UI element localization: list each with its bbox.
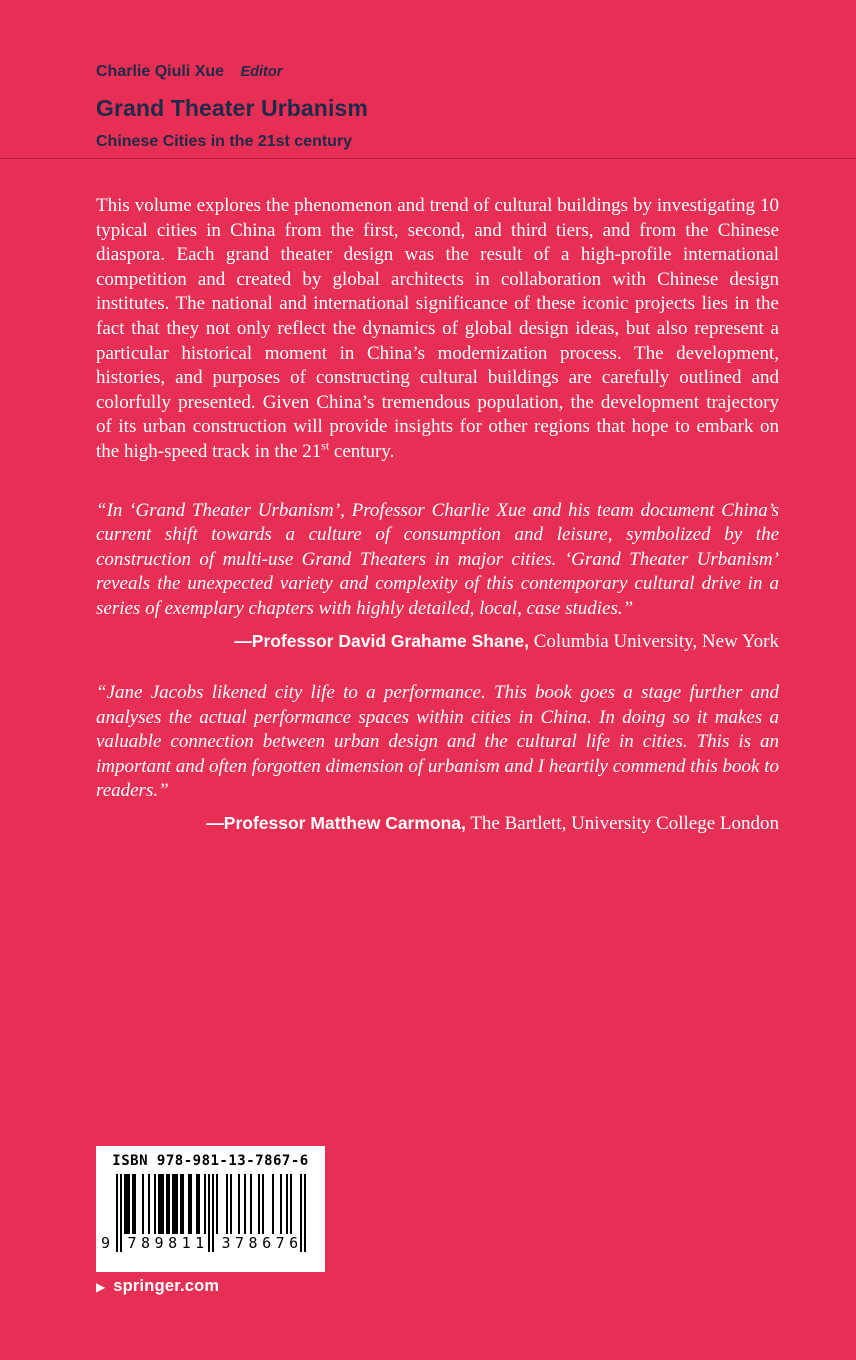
barcode-digit-first: 9: [101, 1234, 111, 1252]
barcode: [101, 1174, 306, 1252]
review-quote-1: “In ‘Grand Theater Urbanism’, Professor Charlie Xue and his team document China’s current shift towards a culture of consumption and leisure, symbolized by the construction of multi-use Grand Theaters in major cities. ‘Grand Theater Urbanism’ reveals the unexpected variety and complexity of this contemporary cultural drive in a series of exemplary chapters with highly detailed, local, case studies.”: [96, 499, 779, 619]
synopsis-end: century.: [329, 440, 395, 462]
barcode-digits-right: 378676: [221, 1234, 303, 1252]
reviewer-affiliation-1: Columbia University, New York: [529, 630, 779, 652]
barcode-digits-left: 789811: [127, 1234, 209, 1252]
cover-body: [96, 194, 779, 864]
author-line: [96, 62, 778, 82]
reviewer-name-1: —Professor David Grahame Shane,: [234, 630, 529, 651]
synopsis-text: This volume explores the phenomenon and trend of cultural buildings by investigating 10 typical cities in China from the first, second, and third tiers, and from the Chinese diaspora. Each grand theater design was the result of a high-profile international competition and created by global architects in collaboration with Chinese design institutes. The national and international significance of these iconic projects lies in the fact that they not only reflect the dynamics of global design ideas, but also represent a particular historical moment in China’s modernization process. The development, histories, and purposes of constructing cultural buildings are carefully outlined and colorfully presented. Given China’s tremendous population, the development trajectory of its urban construction will provide insights for other regions that hope to embark on the high-speed track in the 21: [96, 195, 779, 462]
review-attribution-1: [96, 629, 779, 655]
publisher-footer: [96, 1277, 219, 1296]
synopsis: [96, 194, 779, 465]
isbn-label: ISBN 978-981-13-7867-6: [112, 1153, 309, 1169]
author-name: Charlie Qiuli Xue: [96, 63, 225, 80]
reviewer-name-2: —Professor Matthew Carmona,: [206, 813, 466, 834]
cover-header: [96, 62, 778, 151]
isbn-barcode-block: [96, 1146, 325, 1272]
synopsis-superscript: st: [321, 439, 330, 453]
book-title: Grand Theater Urbanism: [96, 95, 368, 121]
review-attribution-2: [96, 811, 779, 837]
book-subtitle: Chinese Cities in the 21st century: [96, 133, 353, 150]
review-quote-2: “Jane Jacobs likened city life to a performance. This book goes a stage further and analyses the actual performance spaces within cities in China. In doing so it makes a valuable connection between urban design and the cultural life in cities. This is an important and often forgotten dimension of urbanism and I heartily commend this book to readers.”: [96, 682, 779, 802]
reviewer-affiliation-2: The Bartlett, University College London: [465, 813, 779, 835]
springer-triangle-icon: ▶: [96, 1279, 106, 1294]
springer-url: springer.com: [113, 1277, 220, 1295]
author-role: Editor: [240, 64, 283, 80]
header-divider: [0, 158, 856, 159]
barcode-module: [304, 1174, 306, 1252]
